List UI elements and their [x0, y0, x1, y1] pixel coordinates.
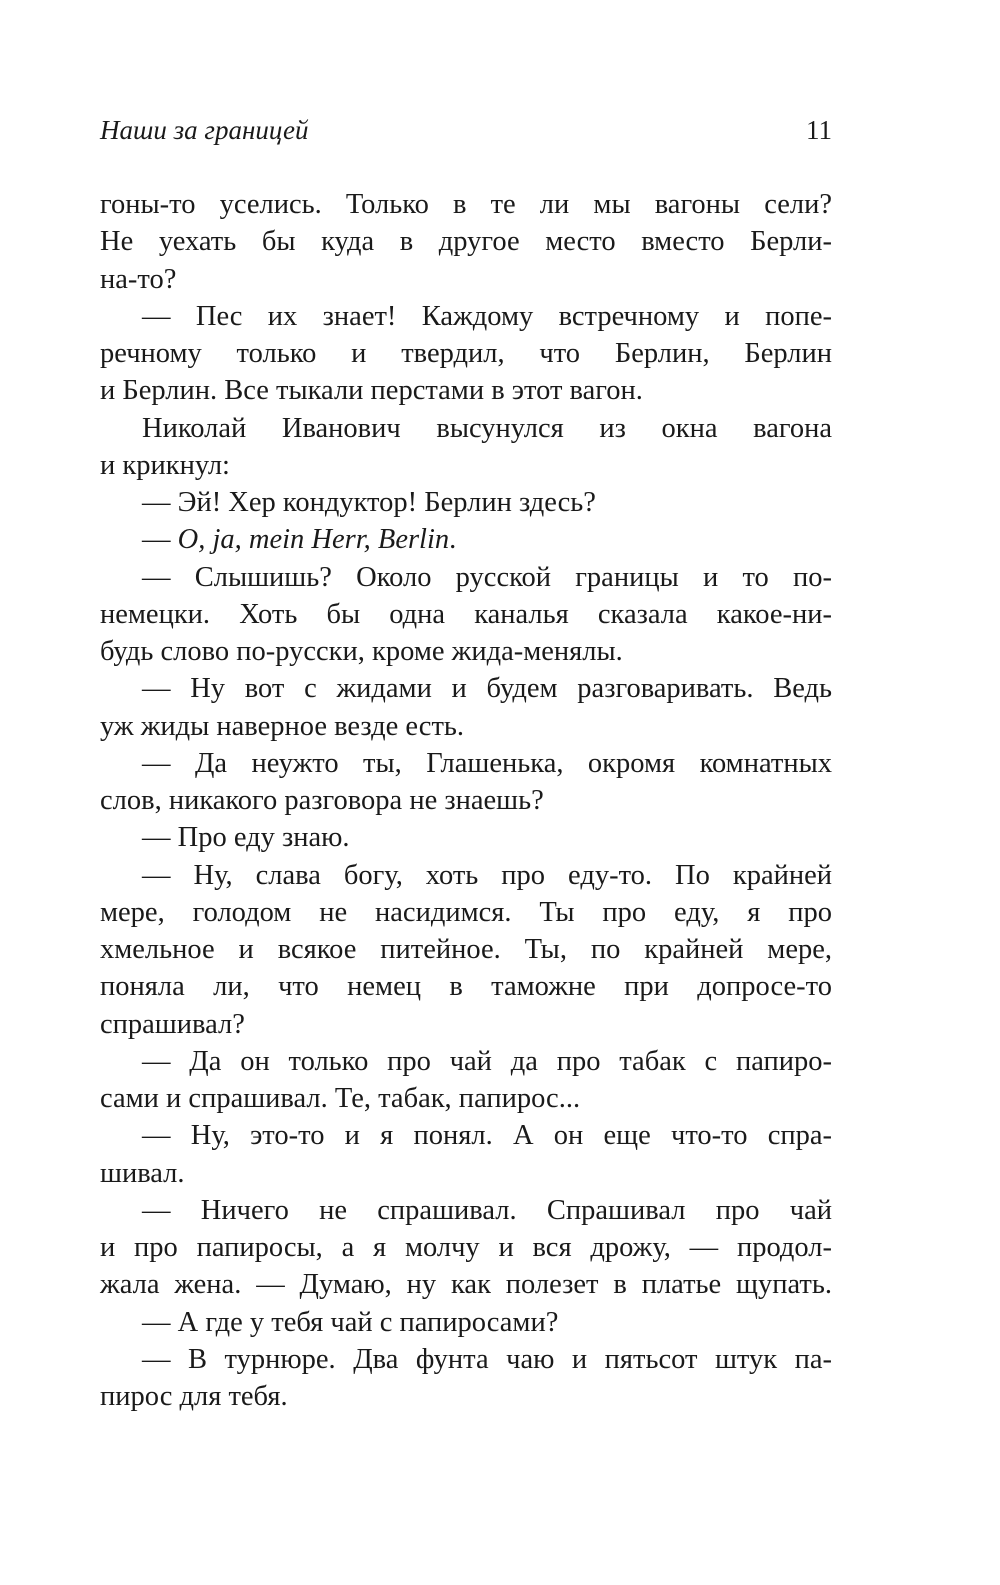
text-span: — А где у тебя чай с папиросами? — [142, 1306, 559, 1338]
text-span: слов, никакого разговора не знаешь? — [100, 785, 544, 816]
text-line — [100, 1304, 832, 1341]
text-span: немецки. Хоть бы одна каналья сказала какое-ни- — [100, 598, 832, 630]
text-line — [100, 223, 832, 260]
text-span: уж жиды наверное везде есть. — [100, 710, 465, 742]
text-line — [100, 968, 832, 1005]
text-line — [100, 633, 832, 670]
text-span: речному только и твердил, что Берлин, Берлин — [100, 338, 832, 369]
text-span: хмельное и всякое питейное. Ты, по крайней мере, — [100, 934, 832, 965]
text-line — [100, 596, 832, 633]
text-span: спрашивал? — [100, 1008, 245, 1040]
text-line — [100, 261, 832, 298]
text-span: и крикнул: — [100, 449, 230, 481]
text-line — [100, 484, 832, 521]
body-text — [100, 186, 832, 1415]
text-line — [100, 1192, 832, 1229]
text-line — [100, 931, 832, 968]
page-header — [100, 115, 832, 151]
text-line — [100, 410, 832, 447]
text-line — [100, 521, 832, 558]
text-line — [100, 186, 832, 223]
text-line — [100, 1378, 832, 1415]
text-span: — В турнюре. Два фунта чаю и пятьсот штук па- — [142, 1343, 832, 1375]
text-line — [100, 1117, 832, 1154]
text-line — [100, 745, 832, 782]
text-line — [100, 559, 832, 596]
text-line — [100, 1266, 832, 1303]
text-span: — Да он только про чай да про табак с папиро- — [142, 1045, 832, 1077]
italic-text: O, ja, mein Herr, Berlin — [177, 524, 450, 556]
text-span: и Берлин. Все тыкали перстами в этот вагон. — [100, 375, 643, 407]
text-span: — Эй! Хер кондуктор! Берлин здесь? — [142, 487, 596, 518]
text-line — [100, 708, 832, 745]
text-line — [100, 1341, 832, 1378]
text-span: — Слышишь? Около русской границы и то по- — [142, 561, 832, 593]
text-line — [100, 1229, 832, 1266]
text-line — [100, 1155, 832, 1192]
text-span: мере, голодом не насидимся. Ты про еду, я про — [100, 896, 832, 928]
text-span: — Ничего не спрашивал. Спрашивал про чай — [142, 1194, 832, 1226]
text-line — [100, 335, 832, 372]
text-span: — Ну, слава богу, хоть про еду-то. По крайней — [142, 859, 832, 891]
text-line — [100, 298, 832, 335]
text-line — [100, 782, 832, 819]
text-line — [100, 819, 832, 856]
text-span: сами и спрашивал. Те, табак, папирос... — [100, 1083, 581, 1114]
text-line — [100, 372, 832, 409]
running-title: Наши за границей — [100, 115, 309, 145]
text-span: поняла ли, что немец в таможне при допросе-то — [100, 971, 832, 1003]
text-span: Николай Иванович высунулся из окна вагона — [142, 412, 832, 444]
text-span: — — [142, 524, 178, 556]
text-line — [100, 1006, 832, 1043]
page-number: 11 — [806, 115, 832, 145]
text-span: и про папиросы, а я молчу и вся дрожу, — продол- — [100, 1232, 832, 1263]
text-span: — Про еду знаю. — [142, 822, 350, 854]
text-span: жала жена. — Думаю, ну как полезет в платье щупать. — [100, 1269, 832, 1301]
text-line — [100, 894, 832, 931]
text-span: будь слово по-русски, кроме жида-менялы. — [100, 636, 623, 667]
text-line — [100, 1043, 832, 1080]
text-line — [100, 670, 832, 707]
text-span: шивал. — [100, 1157, 185, 1189]
text-span: — Да неужто ты, Глашенька, окромя комнатных — [142, 747, 832, 779]
text-line — [100, 447, 832, 484]
text-line — [100, 857, 832, 894]
text-span: пирос для тебя. — [100, 1381, 288, 1412]
text-span: — Ну, это-то и я понял. А он еще что-то спра- — [142, 1120, 832, 1152]
text-span: — Ну вот с жидами и будем разговаривать. Ведь — [142, 673, 832, 705]
text-span: . — [449, 524, 457, 556]
text-span: гоны-то уселись. Только в те ли мы вагоны сели? — [100, 189, 832, 220]
text-span: Не уехать бы куда в другое место вместо Берли- — [100, 226, 832, 258]
text-line — [100, 1080, 832, 1117]
text-span: — Пес их знает! Каждому встречному и попе- — [142, 300, 832, 332]
text-span: на-то? — [100, 263, 177, 295]
